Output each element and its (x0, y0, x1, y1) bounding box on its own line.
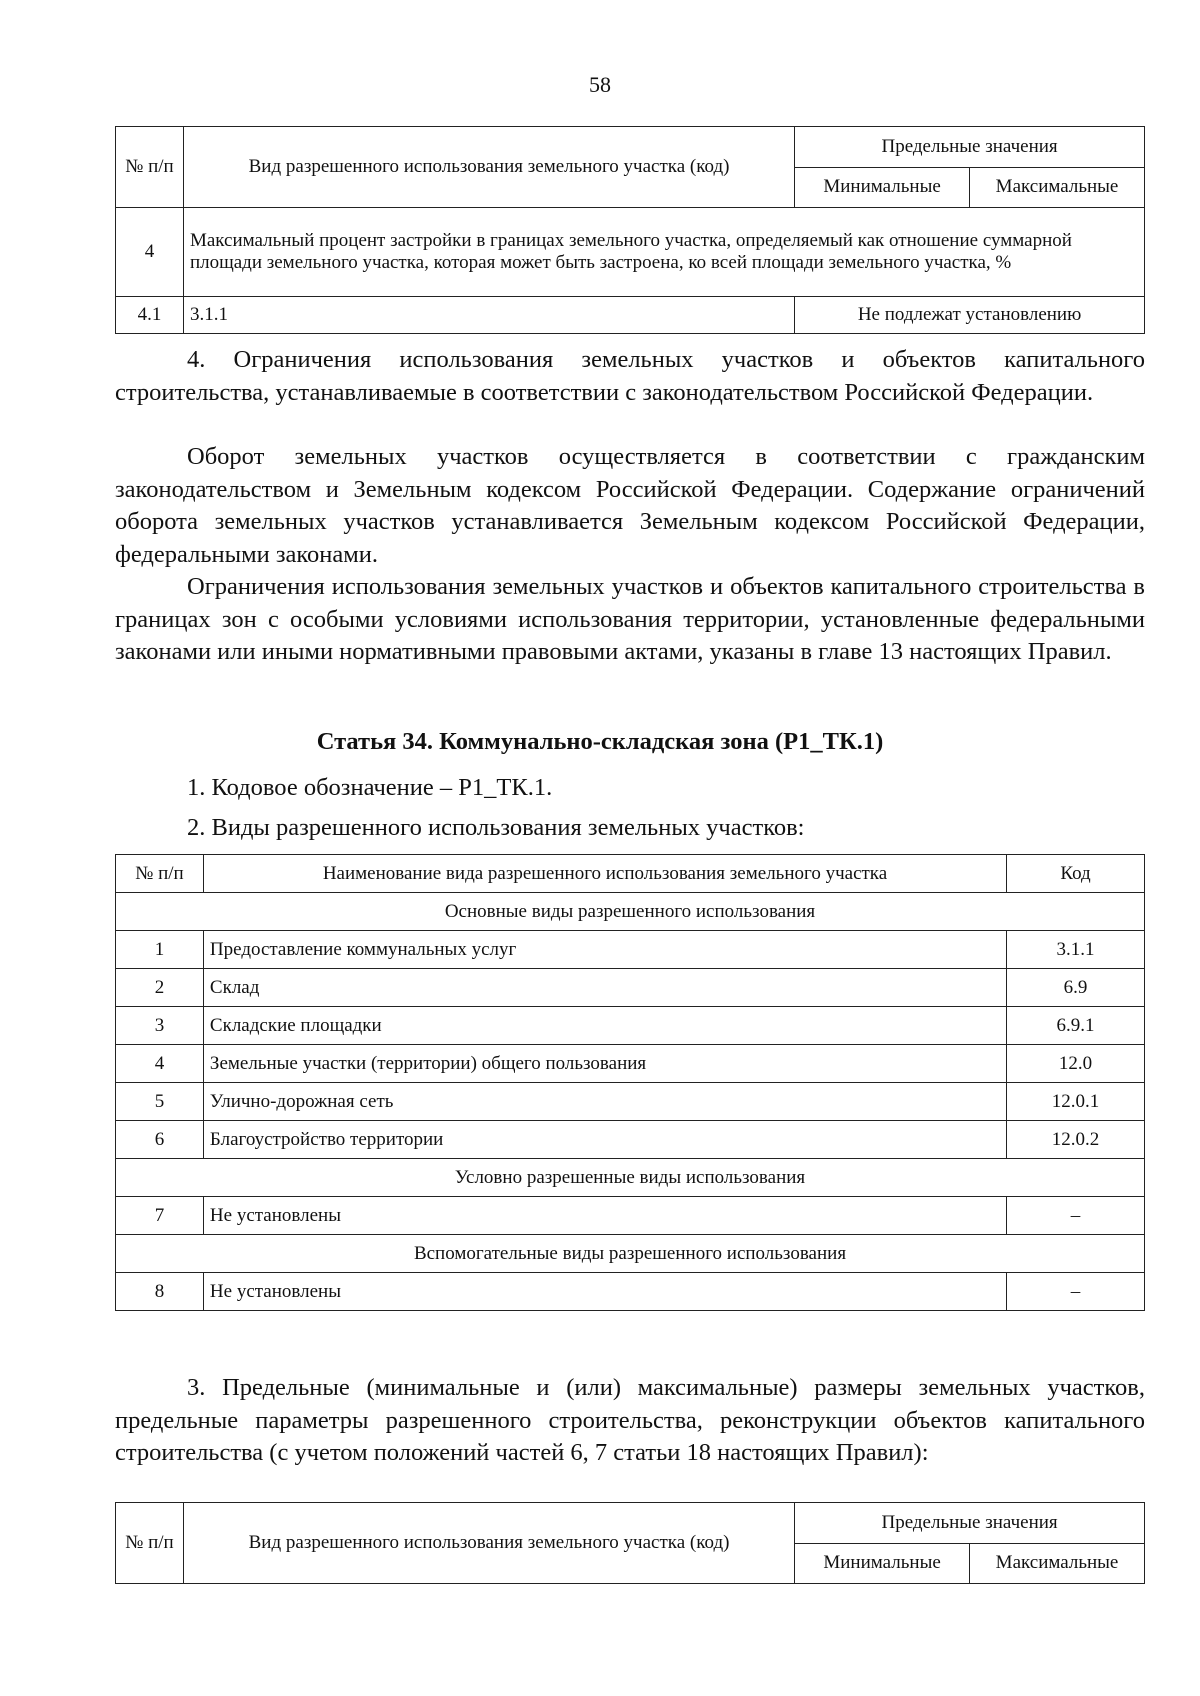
table-row (116, 969, 1145, 1007)
row-code: 12.0.2 (1007, 1121, 1145, 1159)
code-designation: 1. Кодовое обозначение – Р1_ТК.1. (187, 774, 553, 801)
header-limits: Предельные значения (795, 1503, 1145, 1544)
table-row (116, 1007, 1145, 1045)
row-num: 8 (116, 1273, 204, 1311)
table-row (116, 208, 1145, 297)
header-type: Вид разрешенного использования земельного участка (код) (183, 127, 794, 208)
row-name: Склад (203, 969, 1006, 1007)
header-max: Максимальные (970, 1543, 1145, 1584)
row-name: Благоустройство территории (203, 1121, 1006, 1159)
row-num: 2 (116, 969, 204, 1007)
limits-table (115, 1502, 1145, 1584)
row-code: 3.1.1 (1007, 931, 1145, 969)
article-heading: Статья 34. Коммунально-складская зона (Р1_ТК.1) (316, 728, 884, 755)
row-name: Земельные участки (территории) общего пользования (203, 1045, 1006, 1083)
row-name: Не установлены (203, 1197, 1006, 1235)
section-row (116, 1159, 1145, 1197)
limits-table-continuation (115, 126, 1145, 334)
row-name: Складские площадки (203, 1007, 1006, 1045)
paragraph-restrictions: 4. Ограничения использования земельных участков и объектов капитального строительства, устанавливаемые в соответствии с законодательством Российской Федерации. (115, 346, 1145, 406)
header-code: Код (1007, 855, 1145, 893)
row-num: 5 (116, 1083, 204, 1121)
row-num: 7 (116, 1197, 204, 1235)
row-value: Не подлежат установлению (795, 297, 1145, 334)
row-num: 1 (116, 931, 204, 969)
section-conditional: Условно разрешенные виды использования (116, 1159, 1145, 1197)
header-num: № п/п (116, 127, 184, 208)
paragraph-limits: 3. Предельные (минимальные и (или) максимальные) размеры земельных участков, предельные параметры разрешенного строительства, реконструкции объектов капитального строительства (с учетом положений частей 6, 7 статьи 18 настоящих Правил): (115, 1374, 1145, 1466)
header-name: Наименование вида разрешенного использования земельного участка (203, 855, 1006, 893)
section-auxiliary: Вспомогательные виды разрешенного использования (116, 1235, 1145, 1273)
header-max: Максимальные (970, 167, 1145, 208)
row-num: 4.1 (116, 297, 184, 334)
row-code: 6.9.1 (1007, 1007, 1145, 1045)
table-row (116, 1273, 1145, 1311)
section-main: Основные виды разрешенного использования (116, 893, 1145, 931)
section-row (116, 1235, 1145, 1273)
row-code: – (1007, 1197, 1145, 1235)
table-header-row (116, 855, 1145, 893)
row-text: Максимальный процент застройки в границах земельного участка, определяемый как отношение суммарной площади земельного участка, которая может быть застроена, ко всей площади земельного участка, % (183, 208, 1144, 297)
row-code: 12.0.1 (1007, 1083, 1145, 1121)
table-header-row (116, 127, 1145, 168)
table-row (116, 1045, 1145, 1083)
row-num: 4 (116, 1045, 204, 1083)
permitted-uses-table (115, 854, 1145, 1311)
row-num: 6 (116, 1121, 204, 1159)
header-type: Вид разрешенного использования земельного участка (код) (183, 1503, 794, 1584)
header-min: Минимальные (795, 167, 970, 208)
header-limits: Предельные значения (795, 127, 1145, 168)
header-num: № п/п (116, 1503, 184, 1584)
row-num: 4 (116, 208, 184, 297)
row-code: 12.0 (1007, 1045, 1145, 1083)
table-row (116, 1197, 1145, 1235)
page-number: 58 (589, 72, 611, 97)
table-row (116, 1121, 1145, 1159)
row-code: – (1007, 1273, 1145, 1311)
paragraph-turnover: Оборот земельных участков осуществляется в соответствии с гражданским законодательством и Земельным кодексом Российской Федерации. Содержание ограничений оборота земельных участков устанавливается Земельным кодексом Российской Федерации, федеральными законами. (115, 443, 1145, 568)
row-name: Предоставление коммунальных услуг (203, 931, 1006, 969)
row-num: 3 (116, 1007, 204, 1045)
header-num: № п/п (116, 855, 204, 893)
table-header-row (116, 1503, 1145, 1544)
row-code: 6.9 (1007, 969, 1145, 1007)
uses-intro: 2. Виды разрешенного использования земельных участков: (187, 814, 805, 841)
section-row (116, 893, 1145, 931)
table-row (116, 1083, 1145, 1121)
row-name: Улично-дорожная сеть (203, 1083, 1006, 1121)
row-code: 3.1.1 (183, 297, 794, 334)
table-row (116, 931, 1145, 969)
row-name: Не установлены (203, 1273, 1006, 1311)
table-row (116, 297, 1145, 334)
paragraph-zone-restrictions: Ограничения использования земельных участков и объектов капитального строительства в границах зон с особыми условиями использования территории, установленные федеральными законами или иными нормативными правовыми актами, указаны в главе 13 настоящих Правил. (115, 573, 1145, 665)
header-min: Минимальные (795, 1543, 970, 1584)
